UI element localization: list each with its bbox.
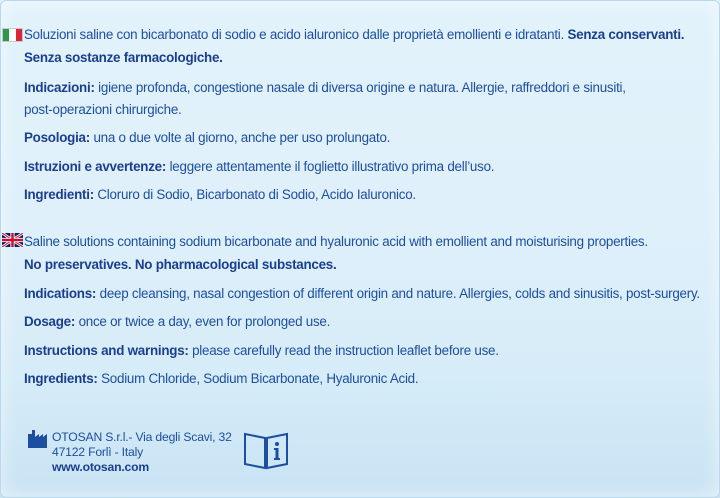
istruzioni-label: Istruzioni e avvertenze: (24, 159, 167, 174)
instructions-label: Instructions and warnings: (24, 343, 189, 358)
italian-istruzioni-line (24, 159, 494, 174)
ingredients-label: Ingredients: (24, 371, 98, 386)
english-indications-line (24, 286, 700, 301)
posologia-label: Posologia: (24, 130, 90, 145)
posologia-text: una o due volte al giorno, anche per uso prolungato. (93, 130, 391, 145)
dosage-label: Dosage: (24, 314, 76, 329)
ingredients-text: Sodium Chloride, Sodium Bicarbonate, Hyaluronic Acid. (101, 371, 419, 386)
italian-intro-line (24, 27, 684, 42)
italian-indicazioni-line (24, 80, 626, 95)
company-city: 47122 Forlì - Italy (52, 445, 144, 459)
italian-no-pharma: Senza sostanze farmacologiche. (24, 50, 223, 65)
dosage-text: once or twice a day, even for prolonged use. (78, 314, 331, 329)
english-instructions-line (24, 343, 499, 358)
english-no-preservatives: No preservatives. No pharmacological substances. (24, 257, 337, 272)
english-ingredients-line (24, 371, 418, 386)
italian-ingredienti-line (24, 187, 416, 202)
indicazioni-text: igiene profonda, congestione nasale di diversa origine e natura. Allergie, raffreddori e sinusiti, (98, 80, 626, 95)
istruzioni-text: leggere attentamente il foglietto illustrativo prima dell’uso. (169, 159, 495, 174)
italian-flag-icon (2, 28, 23, 42)
manufacturer-info (52, 430, 232, 475)
company-address: OTOSAN S.r.l.- Via degli Scavi, 32 (52, 430, 232, 444)
uk-flag-icon (2, 233, 23, 247)
english-dosage-line (24, 314, 330, 329)
instructions-text: please carefully read the instruction leaflet before use. (192, 343, 499, 358)
manufacturer-icon (28, 430, 50, 448)
ingredienti-text: Cloruro di Sodio, Bicarbonato di Sodio, Acido Ialuronico. (97, 187, 416, 202)
indications-label: Indications: (24, 286, 97, 301)
english-intro: Saline solutions containing sodium bicarbonate and hyaluronic acid with emollient and moisturising properties. (24, 234, 648, 249)
italian-no-preservatives: Senza conservanti. (567, 27, 685, 42)
company-website: www.otosan.com (52, 460, 149, 474)
consult-instructions-icon (243, 430, 289, 470)
indications-text: deep cleansing, nasal congestion of different origin and nature. Allergies, colds and sinusitis, post-surgery. (99, 286, 700, 301)
italian-posologia-line (24, 130, 390, 145)
ingredienti-label: Ingredienti: (24, 187, 94, 202)
indicazioni-label: Indicazioni: (24, 80, 95, 95)
italian-intro: Soluzioni saline con bicarbonato di sodio e acido ialuronico dalle proprietà emollienti e idratanti. (24, 27, 564, 42)
indicazioni-text-2: post-operazioni chirurgiche. (24, 102, 182, 117)
